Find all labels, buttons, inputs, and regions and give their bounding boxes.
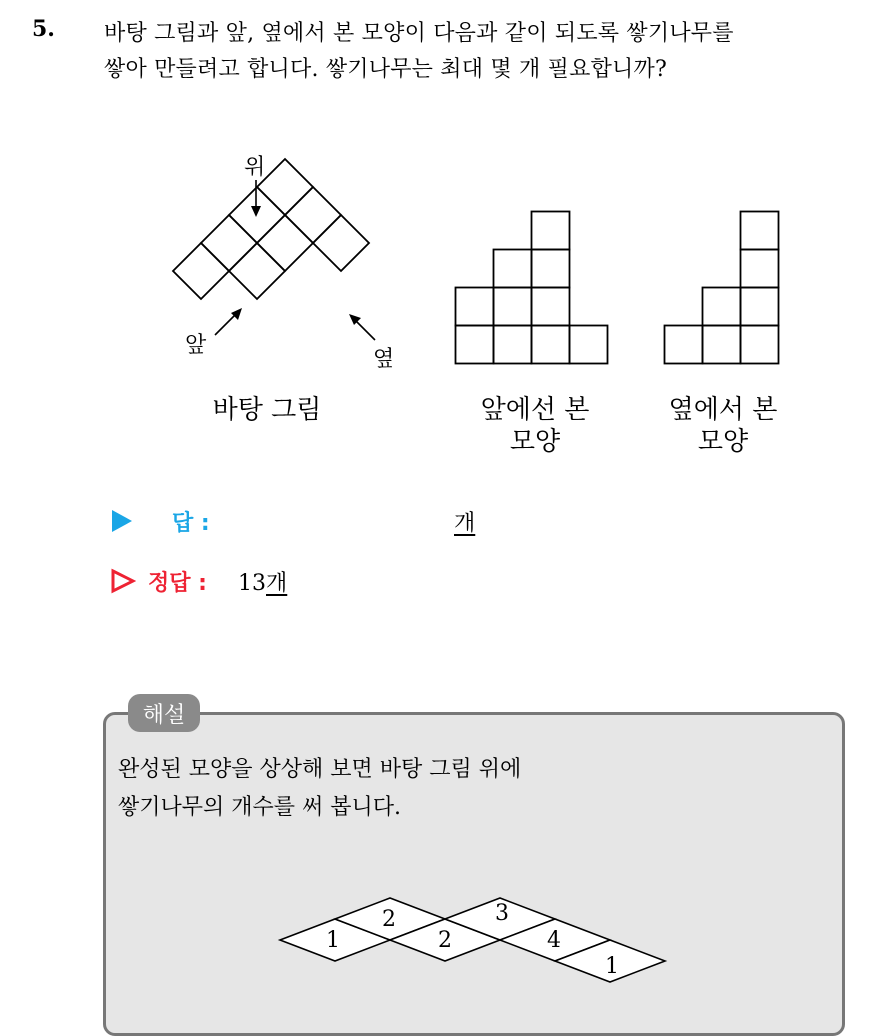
side-view-block xyxy=(741,326,779,364)
base-cell xyxy=(313,215,369,271)
front-view-block xyxy=(532,250,570,288)
front-view-block xyxy=(456,288,494,326)
count-label: 4 xyxy=(547,928,561,953)
answer-triangle-icon xyxy=(112,510,132,532)
base-cell xyxy=(285,187,341,243)
question-text-line2: 쌓아 만들려고 합니다. 쌓기나무는 최대 몇 개 필요합니까? xyxy=(104,57,667,82)
correct-label: 정답 : xyxy=(148,571,207,596)
front-view-block xyxy=(532,326,570,364)
front-view-block xyxy=(456,326,494,364)
count-label: 3 xyxy=(495,901,509,926)
label-top: 위 xyxy=(244,155,266,180)
explanation-line1: 완성된 모양을 상상해 보면 바탕 그림 위에 xyxy=(118,757,522,782)
front-view-block xyxy=(494,326,532,364)
base-cell xyxy=(257,159,313,215)
caption-side-line2: 모양 xyxy=(697,427,749,457)
base-cell xyxy=(257,215,313,271)
answer-unit: 개 xyxy=(454,511,476,536)
side-view-block xyxy=(665,326,703,364)
front-view xyxy=(454,210,614,368)
explanation-tag: 해설 xyxy=(128,694,200,732)
correct-value: 13 xyxy=(238,571,266,596)
side-view-block xyxy=(741,250,779,288)
correct-unit: 개 xyxy=(266,571,288,596)
caption-base: 바탕 그림 xyxy=(212,395,322,425)
caption-side-line1: 옆에서 본 xyxy=(668,395,778,425)
top-arrow-head xyxy=(251,206,261,217)
label-front: 앞 xyxy=(185,333,207,358)
front-arrow xyxy=(215,313,237,335)
caption-side xyxy=(648,394,798,458)
side-arrow xyxy=(355,320,375,340)
front-view-block xyxy=(532,288,570,326)
count-label: 1 xyxy=(326,928,340,953)
count-label: 2 xyxy=(438,928,452,953)
side-view-block xyxy=(741,288,779,326)
explanation-line2: 쌓기나무의 개수를 써 봅니다. xyxy=(118,795,401,820)
caption-front-line1: 앞에선 본 xyxy=(480,395,590,425)
base-cell xyxy=(173,243,229,299)
side-view-block xyxy=(703,288,741,326)
base-cell xyxy=(229,243,285,299)
correct-answer xyxy=(238,566,287,597)
count-label: 2 xyxy=(382,907,396,932)
answer-label: 답 : xyxy=(172,511,210,536)
question-number: 5. xyxy=(32,16,55,42)
caption-front xyxy=(452,394,618,458)
caption-front-line2: 모양 xyxy=(509,427,561,457)
correct-triangle-icon xyxy=(110,568,136,594)
count-label: 1 xyxy=(605,954,619,979)
question-text-line1: 바탕 그림과 앞, 옆에서 본 모양이 다음과 같이 되도록 쌓기나무를 xyxy=(104,21,734,46)
explanation-diagram xyxy=(270,880,680,992)
side-view xyxy=(663,210,783,368)
side-view-block xyxy=(741,212,779,250)
front-view-block xyxy=(494,288,532,326)
base-cell xyxy=(229,187,285,243)
front-view-block xyxy=(532,212,570,250)
front-view-block xyxy=(570,326,608,364)
base-cell xyxy=(201,215,257,271)
side-view-block xyxy=(703,326,741,364)
front-view-block xyxy=(494,250,532,288)
label-side: 옆 xyxy=(373,347,395,372)
